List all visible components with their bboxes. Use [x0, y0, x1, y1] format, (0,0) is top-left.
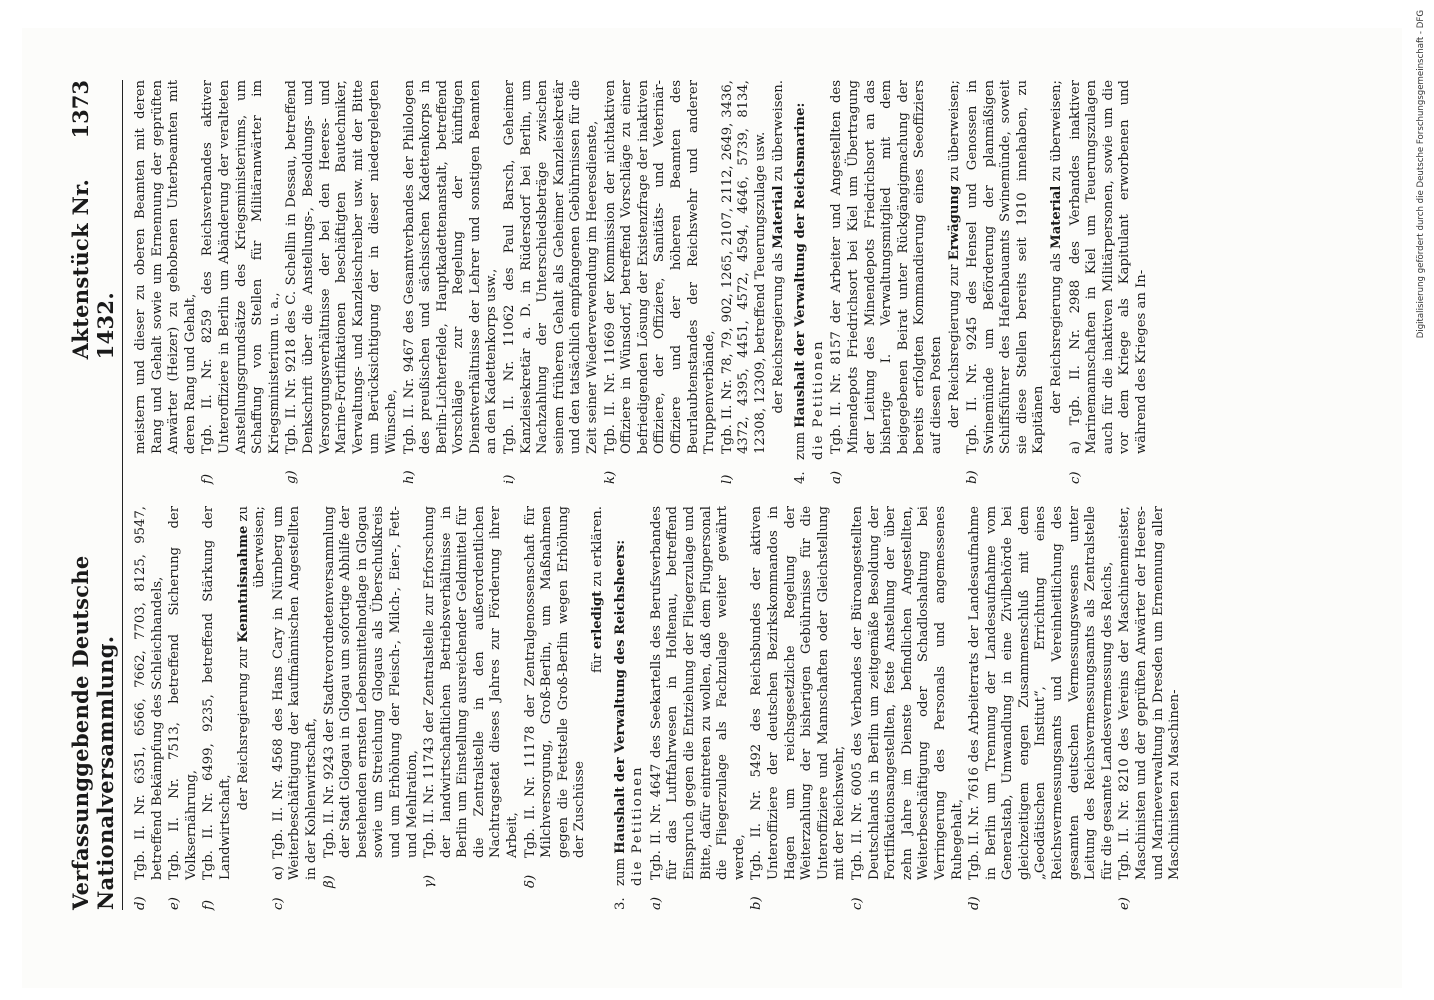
list-item: i) Tgb. II. Nr. 11062 des Paul Barsch, Geheimer Kanzleisekretär a. D. in Rüdersdorf bei Berlin, um Nachzahlung der Unterschiedsbeträge zwischen seinem früheren Gehalt als Geheimer Kanzleisekretär und den tatsächlich empfangenen Gebührnissen für die Zeit seiner Wiederverwendung im Heeresdienste, — [502, 80, 601, 484]
page-header — [68, 80, 123, 910]
page-title: Verfassunggebende Deutsche Nationalversammlung. — [68, 555, 118, 910]
list-item: β) Tgb. II. Nr. 9243 der Stadtverordnetenversammlung der Stadt Glogau in Glogau um sofortige Abhilfe der bestehenden ernsten Lebensmittelnotlage in Glogau sowie um Streichung Glogaus als Überschußkreis und um Erhöhung der Fleisch-, Milch-, Eier-, Fett- und Mehlration, — [321, 506, 420, 888]
list-item-continuation: meistern und dieser zu oberen Beamten mit deren Rang und Gehalt sowie um Ernennung der geprüften Anwärter (Heizer) zu gehobenen Unterbeamten mit deren Rang und Gehalt, — [133, 80, 198, 454]
list-item: a) Tgb. II. Nr. 4647 des Seekartells des Berufsverbandes für das Luftfahrwesen in Holtenau, betreffend Einspruch gegen die Entziehung der Fliegerzulage und Bitte, dafür eintreten zu wollen, daß dem Flugpersonal die Fliegerzulage als Fachzulage weiter gewährt werde, — [648, 506, 747, 910]
list-item: b) Tgb. II. Nr. 5492 des Reichsbundes der aktiven Unteroffiziere der deutschen Bezirkskommandos in Hagen um reichsgesetzliche Regelung der Weiterzahlung der bisherigen Gebührnisse für die Unteroffiziere und Mannschaften oder Gleichstellung mit der Reichswehr, — [749, 506, 848, 910]
digitization-credit — [1410, 10, 1428, 990]
list-item: e) Tgb. II. Nr. 8210 des Vereins der Maschinenmeister, Maschinisten und der geprüften Anwärter der Heeres- und Marineverwaltung in Dresden um Ernennung aller Maschinisten zu Maschinen- — [1117, 506, 1183, 910]
list-item: e) Tgb. II. Nr. 7513, betreffend Sicherung der Volksernährung, — [167, 506, 199, 910]
list-item: f) Tgb. II. Nr. 8259 des Reichsverbandes aktiver Unteroffiziere in Berlin um Abänderung der veralteten Anstellungsgrundsätze des Kriegsministeriums, um Schaffung von Stellen für Militäranwärter im Kriegsministerium u. a., — [200, 80, 282, 484]
page-number: 1373 — [68, 80, 93, 139]
list-item: c) α) Tgb. II. Nr. 4568 des Hans Cary in Nürnberg um Weiterbeschäftigung der kaufmännischen Angestellten in der Kohlenwirtschaft, — [270, 506, 319, 910]
list-item: d) Tgb. II. Nr. 7616 des Arbeiterrats der Landesaufnahme in Berlin um Trennung der Landesaufnahme vom Generalstab, Umwandlung in eine Zivilbehörde bei gleichzeitigem engen Zusammenschluß mit dem „Geodätischen Institut“, Errichtung eines Reichsvermessungsamts und Vereinheitlichung des gesamten deutschen Vermessungswesens unter Leitung des Reichsvermessungsamts als Zentralstelle für die gesamte Landesvermessung des Reichs, — [967, 506, 1115, 910]
right-column — [133, 80, 1185, 484]
list-item: δ) Tgb. II. Nr. 11178 der Zentralgenossenschaft für Milchversorgung, Groß-Berlin, um Maßnahmen gegen die Fettstelle Groß-Berlin wegen Erhöhung der Zuschüsse — [522, 506, 588, 888]
list-items-top — [133, 506, 235, 910]
document-number: Aktenstück Nr. 1432. — [68, 178, 118, 360]
list-item: g) Tgb. II. Nr. 9218 des C. Schellin in Dessau, betreffend Denkschrift über die Anstellungs-, Besoldungs- und Versorgungsverhältnisse der bei den Heeres- und Marine-Fortifikationen beschäftigten Bautechniker, Verwaltungs- und Kanzleischreiber usw. mit der Bitte um Berücksichtigung der in dieser niedergelegten Wünsche, — [284, 80, 399, 484]
text-columns — [133, 80, 1185, 910]
list-item: c) Tgb. II. Nr. 6005 des Verbandes der Büroangestellten Deutschlands in Berlin um zeitgemäße Besoldung der Fortifikationsangestellten, feste Anstellung der über zehn Jahre im Dienste befindlichen Angestellten, Weiterbeschäftigung oder Schadloshaltung bei Verringerung des Personals und angemessenes Ruhegehalt, — [849, 506, 965, 910]
resolution-text: der Reichsregierung zur Erwägung zu überweisen; — [946, 80, 962, 429]
list-item: h) Tgb. II. Nr. 9467 des Gesamtverbandes der Philologen des preußischen und sächsischen Kadettenkorps in Berlin-Lichterfelde, Hauptkadettenanstalt, betreffend Vorschläge zur Regelung der künftigen Dienstverhältnisse der Lehrer und sonstigen Beamten an den Kadettenkorps usw., — [401, 80, 500, 484]
resolution-text: der Reichsregierung als Material zu überweisen; — [1049, 80, 1065, 414]
list-item: a) Tgb. II. Nr. 8157 der Arbeiter und Angestellten des Minendepots Friedrichsort bei Kiel um Übertragung der Leitung des Minendepots Friedrichsort an das bisherige I. Verwaltungsmitglied mit dem beigegebenen Beirat unter Rückgängigmachung der bereits erfolgten Kommandierung eines Seeoffiziers auf diesen Posten — [829, 80, 944, 484]
list-item: f) Tgb. II. Nr. 6499, 9235, betreffend Stärkung der Landwirtschaft, — [201, 506, 233, 910]
left-column — [133, 506, 1185, 910]
section-heading: 4. zum Haushalt der Verwaltung der Reichsmarine: — [793, 102, 809, 484]
petitions-label: die Petitionen — [630, 765, 646, 886]
resolution-text: für erledigt zu erklären. — [590, 506, 606, 673]
digitization-credit-text: Digitalisierung gefördert durch die Deutsche Forschungsgemeinschaft - DFG — [1416, 10, 1426, 339]
petitions-label: die Petitionen — [810, 339, 826, 460]
document-page — [22, 28, 1402, 988]
section-heading: 3. zum Haushalt der Verwaltung des Reichsheers: — [612, 539, 628, 910]
list-item: k) Tgb. II. Nr. 11669 der Kommission der nichtaktiven Offiziere in Wünsdorf, betreffend Vorschläge zu einer befriedigenden Lösung der Existenzfrage der inaktiven Offiziere, der Offiziere, Sanitäts- und Veterinär-Offiziere und der höheren Beamten des Beurlaubtenstandes der Reichswehr und anderer Truppenverbände, — [602, 80, 718, 484]
list-item: b) Tgb. II. Nr. 9245 des Hensel und Genossen in Swinemünde um Beförderung der planmäßigen Schiffsführer des Hafenbauamts Swinemünde, soweit sie diese Stellen bereits seit 1910 innehaben, zu Kapitänen — [965, 80, 1047, 484]
list-item: l) Tgb. II. Nr. 78, 79, 902, 1265, 2107, 2112, 2649, 3436, 4372, 4395, 4451, 4572, 4594, 4646, 5739, 8134, 12308, 12309, betreffend Teuerungszulage usw. — [719, 80, 768, 484]
resolution-text: der Reichsregierung als Material zu überweisen. — [770, 80, 786, 414]
list-item: d) Tgb. II. Nr. 6351, 6566, 7662, 7703, 8125, 9547, betreffend Bekämpfung des Schleichhandels, — [133, 506, 165, 910]
resolution-text: der Reichsregierung zur Kenntnisnahme zu überweisen; — [235, 506, 268, 811]
list-item: c) a) Tgb. II. Nr. 2988 des Verbandes inaktiver Marinemannschaften in Kiel um Teuerungszulagen auch für die inaktiven Militärpersonen, sowie um die vor dem Kriege als Kapitulant erworbenen und während des Krieges an In- — [1067, 80, 1150, 484]
list-item: γ) Tgb. II. Nr. 11743 der Zentralstelle zur Erforschung der landwirtschaftlichen Betriebsverhältnisse in Berlin um Einstellung ausreichender Geldmittel für die Zentralstelle in den außerordentlichen Nachtragsetat dieses Jahres zur Förderung ihrer Arbeit, — [422, 506, 521, 888]
